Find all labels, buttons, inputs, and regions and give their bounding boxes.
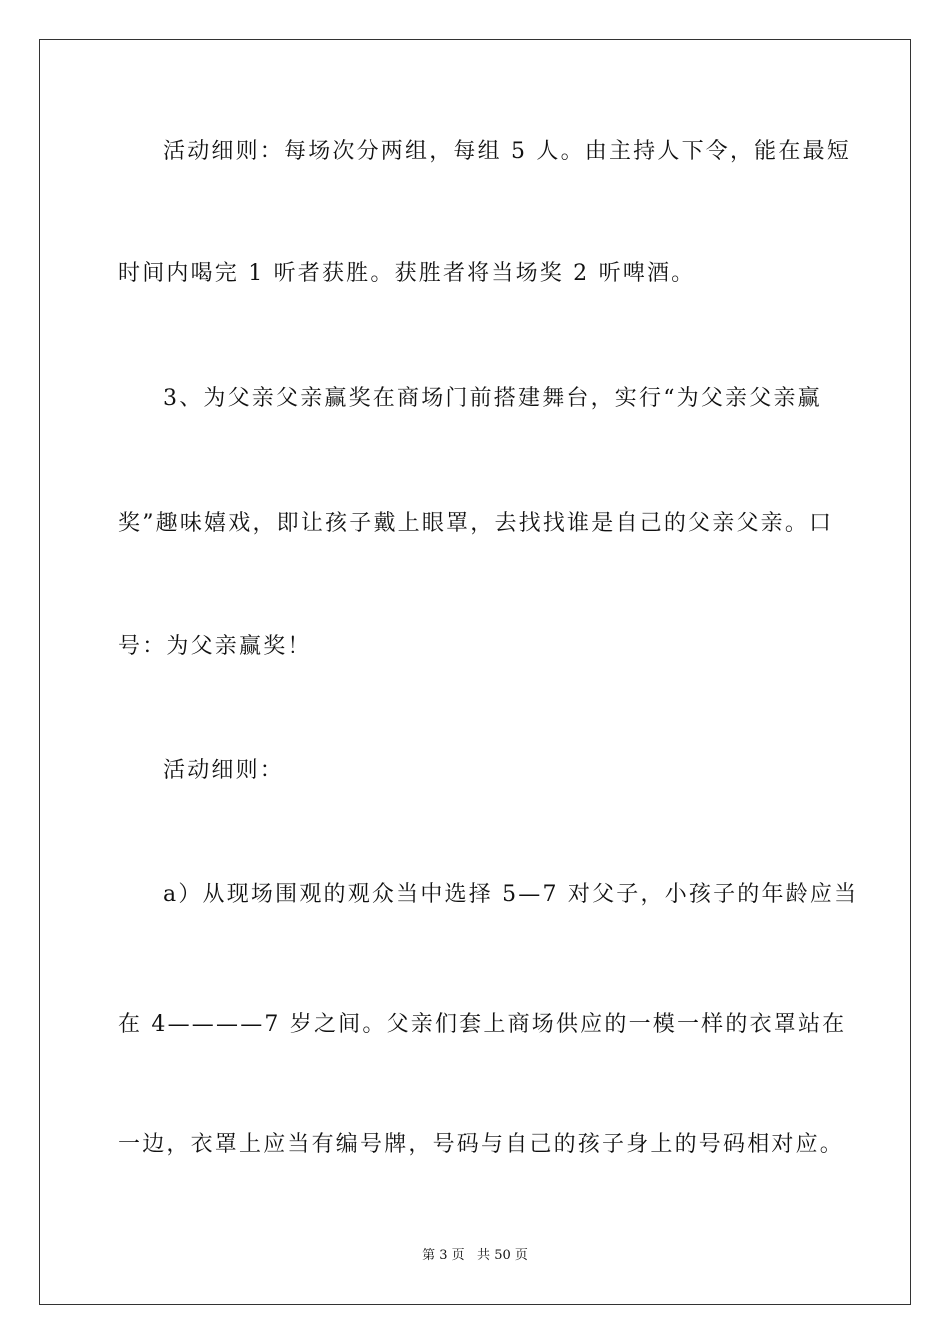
paragraph-line-8: 在 4————7 岁之间。父亲们套上商场供应的一模一样的衣罩站在 <box>118 1012 847 1037</box>
paragraph-line-6: 活动细则： <box>163 758 285 783</box>
paragraph-line-9: 一边，衣罩上应当有编号牌，号码与自己的孩子身上的号码相对应。 <box>118 1132 845 1157</box>
page-border <box>39 39 911 1305</box>
paragraph-line-4: 奖”趣味嬉戏，即让孩子戴上眼罩，去找找谁是自己的父亲父亲。口 <box>118 511 834 536</box>
paragraph-line-3: 3、为父亲父亲赢奖在商场门前搭建舞台，实行“为父亲父亲赢 <box>163 386 822 411</box>
paragraph-line-5: 号：为父亲赢奖！ <box>118 634 312 659</box>
paragraph-line-7: a）从现场围观的观众当中选择 5—7 对父子，小孩子的年龄应当 <box>163 882 859 907</box>
page-number: 第 3 页 共 50 页 <box>422 1248 528 1263</box>
paragraph-line-2: 时间内喝完 1 听者获胜。获胜者将当场奖 2 听啤酒。 <box>118 261 696 286</box>
paragraph-line-1: 活动细则：每场次分两组，每组 5 人。由主持人下令，能在最短 <box>163 139 851 164</box>
